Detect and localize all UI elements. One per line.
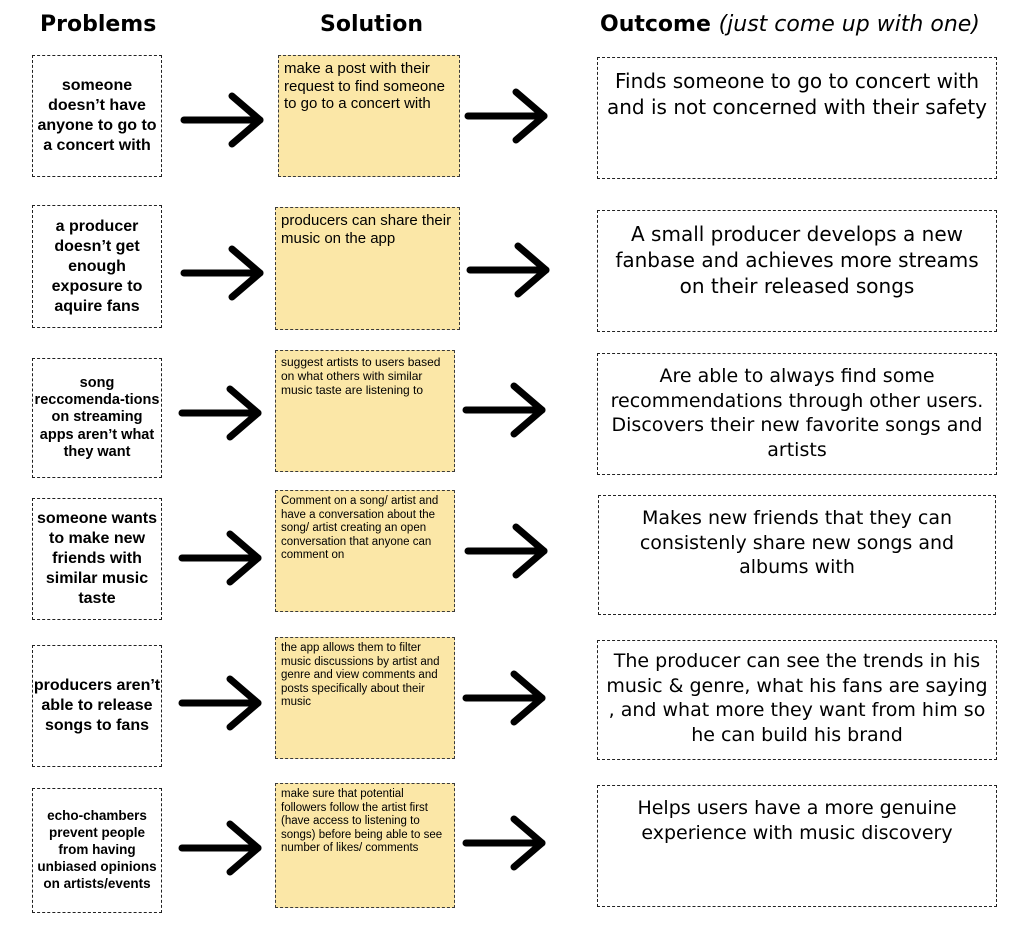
outcome-title: Outcome [600,12,711,37]
problems-header: Problems [40,12,157,37]
solution-note [275,490,455,612]
outcome-header [600,12,980,37]
outcome-note: (just come up with one) [718,12,980,37]
problem-text: echo-chambers prevent people from having unbiased opinions on artists/events [37,808,157,891]
outcome-box [597,640,997,760]
outcome-text: Helps users have a more genuine experience with music discovery [637,797,957,844]
outcome-box [597,785,997,907]
outcome-text: A small producer develops a new fanbase and achieves more streams on their released songs [615,222,979,298]
arrow-icon [464,88,554,144]
problem-text: someone doesn’t have anyone to go to a concert with [37,77,157,154]
arrow-icon [462,670,552,726]
problem-text: song reccomenda-tions on streaming apps aren’t what they want [34,375,160,460]
problem-box [32,788,162,913]
solution-text: make sure that potential followers follow the artist first (have access to listening to songs) before being able to see number of likes/ comments [281,788,443,855]
arrow-icon [180,245,270,301]
outcome-text: Makes new friends that they can consistenly share new songs and albums with [639,507,955,579]
outcome-text: Are able to always find some recommendations through other users. Discovers their new favorite songs and artists [610,365,984,462]
solution-header: Solution [320,12,423,37]
problem-box [32,645,162,767]
solution-note [278,55,460,177]
solution-text: producers can share their music on the app [281,212,452,247]
outcome-box [597,353,997,475]
solution-text: suggest artists to users based on what others with similar music taste are listening to [281,355,441,398]
arrow-icon [462,382,552,438]
outcome-text: Finds someone to go to concert with and is not concerned with their safety [607,69,987,119]
problem-text: someone wants to make new friends with similar music taste [36,510,158,607]
arrow-icon [466,242,556,298]
problem-text: producers aren’t able to release songs to fans [33,677,161,734]
problem-box [32,205,162,328]
problem-text: a producer doesn’t get enough exposure to aquire fans [51,217,143,315]
solution-note [275,350,455,472]
arrow-icon [462,815,552,871]
solution-text: make a post with their request to find someone to go to a concert with [284,60,445,113]
solution-text: the app allows them to filter music discussions by artist and genre and view comments and posts specifically about their music [281,642,440,709]
outcome-box [597,210,997,332]
solution-note [275,207,460,330]
outcome-text: The producer can see the trends in his music & genre, what his fans are saying , and what more they want from him so he can build his brand [606,650,988,747]
arrow-icon [178,385,268,441]
solution-note [275,783,455,908]
arrow-icon [178,530,268,586]
outcome-box [598,495,996,615]
outcome-box [597,57,997,179]
arrow-icon [464,523,554,579]
problem-box [32,55,162,177]
arrow-icon [178,820,268,876]
arrow-icon [180,92,270,148]
problem-box [32,358,162,478]
arrow-icon [178,675,268,731]
solution-note [275,637,455,759]
solution-text: Comment on a song/ artist and have a conversation about the song/ artist creating an open conversation that anyone can comment on [281,495,439,562]
problem-box [32,498,162,620]
